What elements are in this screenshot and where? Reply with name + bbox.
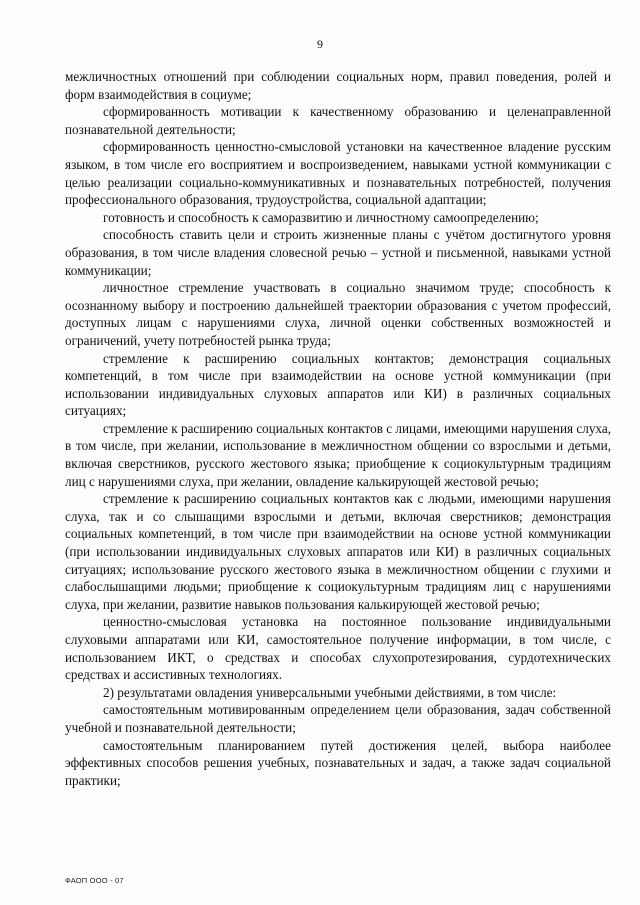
paragraph: 2) результатами овладения универсальными учебными действиями, в том числе:: [103, 684, 557, 700]
paragraph: готовность и способность к саморазвитию и личностному самоопределению;: [103, 209, 539, 225]
paragraph: стремление к расширению социальных контактов с лицами, имеющими нарушения слуха, в том числе, при желании, использование в межличностном общении со взрослыми и детьми, включая сверстников, русского жестового языка; приобщение к социокультурным традициям лиц с нарушениями слуха, при желании, овладение калькирующей жестовой речью;: [65, 420, 611, 489]
paragraph: стремление к расширению социальных контактов; демонстрация социальных компетенций, в том числе при взаимодействии на основе устной коммуникации (при использовании индивидуальных слуховых аппаратов или КИ) в различных социальных ситуациях;: [65, 350, 611, 419]
paragraph: межличностных отношений при соблюдении социальных норм, правил поведения, ролей и форм взаимодействия в социуме;: [65, 69, 611, 102]
footer-document-code: ФАОП ООО - 07: [65, 876, 124, 885]
paragraph: сформированность ценностно-смысловой установки на качественное владение русским языком, в том числе его восприятием и воспроизведением, навыками устной коммуникации с целью реализации социально-коммуникативных и познавательных потребностей, получения профессионального образования, трудоустройства, социальной адаптации;: [65, 139, 611, 208]
paragraph: способность ставить цели и строить жизненные планы с учётом достигнутого уровня образования, в том числе владения словесной речью – устной и письменной, навыками устной коммуникации;: [65, 227, 611, 278]
page-number: 9: [317, 37, 323, 51]
paragraph: самостоятельным мотивированным определением цели образования, задач собственной учебной и познавательной деятельности;: [65, 702, 611, 735]
paragraph: самостоятельным планированием путей достижения целей, выбора наиболее эффективных способов решения учебных, познавательных и задач, а также задач социальной практики;: [65, 737, 611, 788]
paragraph: стремление к расширению социальных контактов как с людьми, имеющими нарушения слуха, так и со слышащими взрослыми и детьми, включая сверстников; демонстрация социальных компетенций, в том числе при взаимодействии на основе устной коммуникации (при использовании индивидуальных слуховых аппаратов или КИ) в различных социальных ситуациях; использование русского жестового языка в межличностном общении с глухими и слабослышащими людьми; приобщение к социокультурным традициям лиц с нарушениями слуха, при желании, развитие навыков пользования калькирующей жестовой речью;: [65, 491, 611, 612]
paragraph: личностное стремление участвовать в социально значимом труде; способность к осознанному выбору и построению дальнейшей траектории образования с учетом профессий, доступных лицам с нарушениями слуха, личной оценки собственных возможностей и ограничений, учету потребностей рынка труда;: [65, 280, 611, 348]
paragraph: ценностно-смысловая установка на постоянное пользование индивидуальными слуховыми аппаратами или КИ, самостоятельное получение информации, в том числе, с использованием ИКТ, о средствах и способах слухопротезирования, сурдотехнических средствах и ассистивных технологиях.: [65, 614, 611, 683]
document-body: [65, 68, 611, 789]
paragraph: сформированность мотивации к качественному образованию и целенаправленной познавательной деятельности;: [65, 104, 611, 137]
